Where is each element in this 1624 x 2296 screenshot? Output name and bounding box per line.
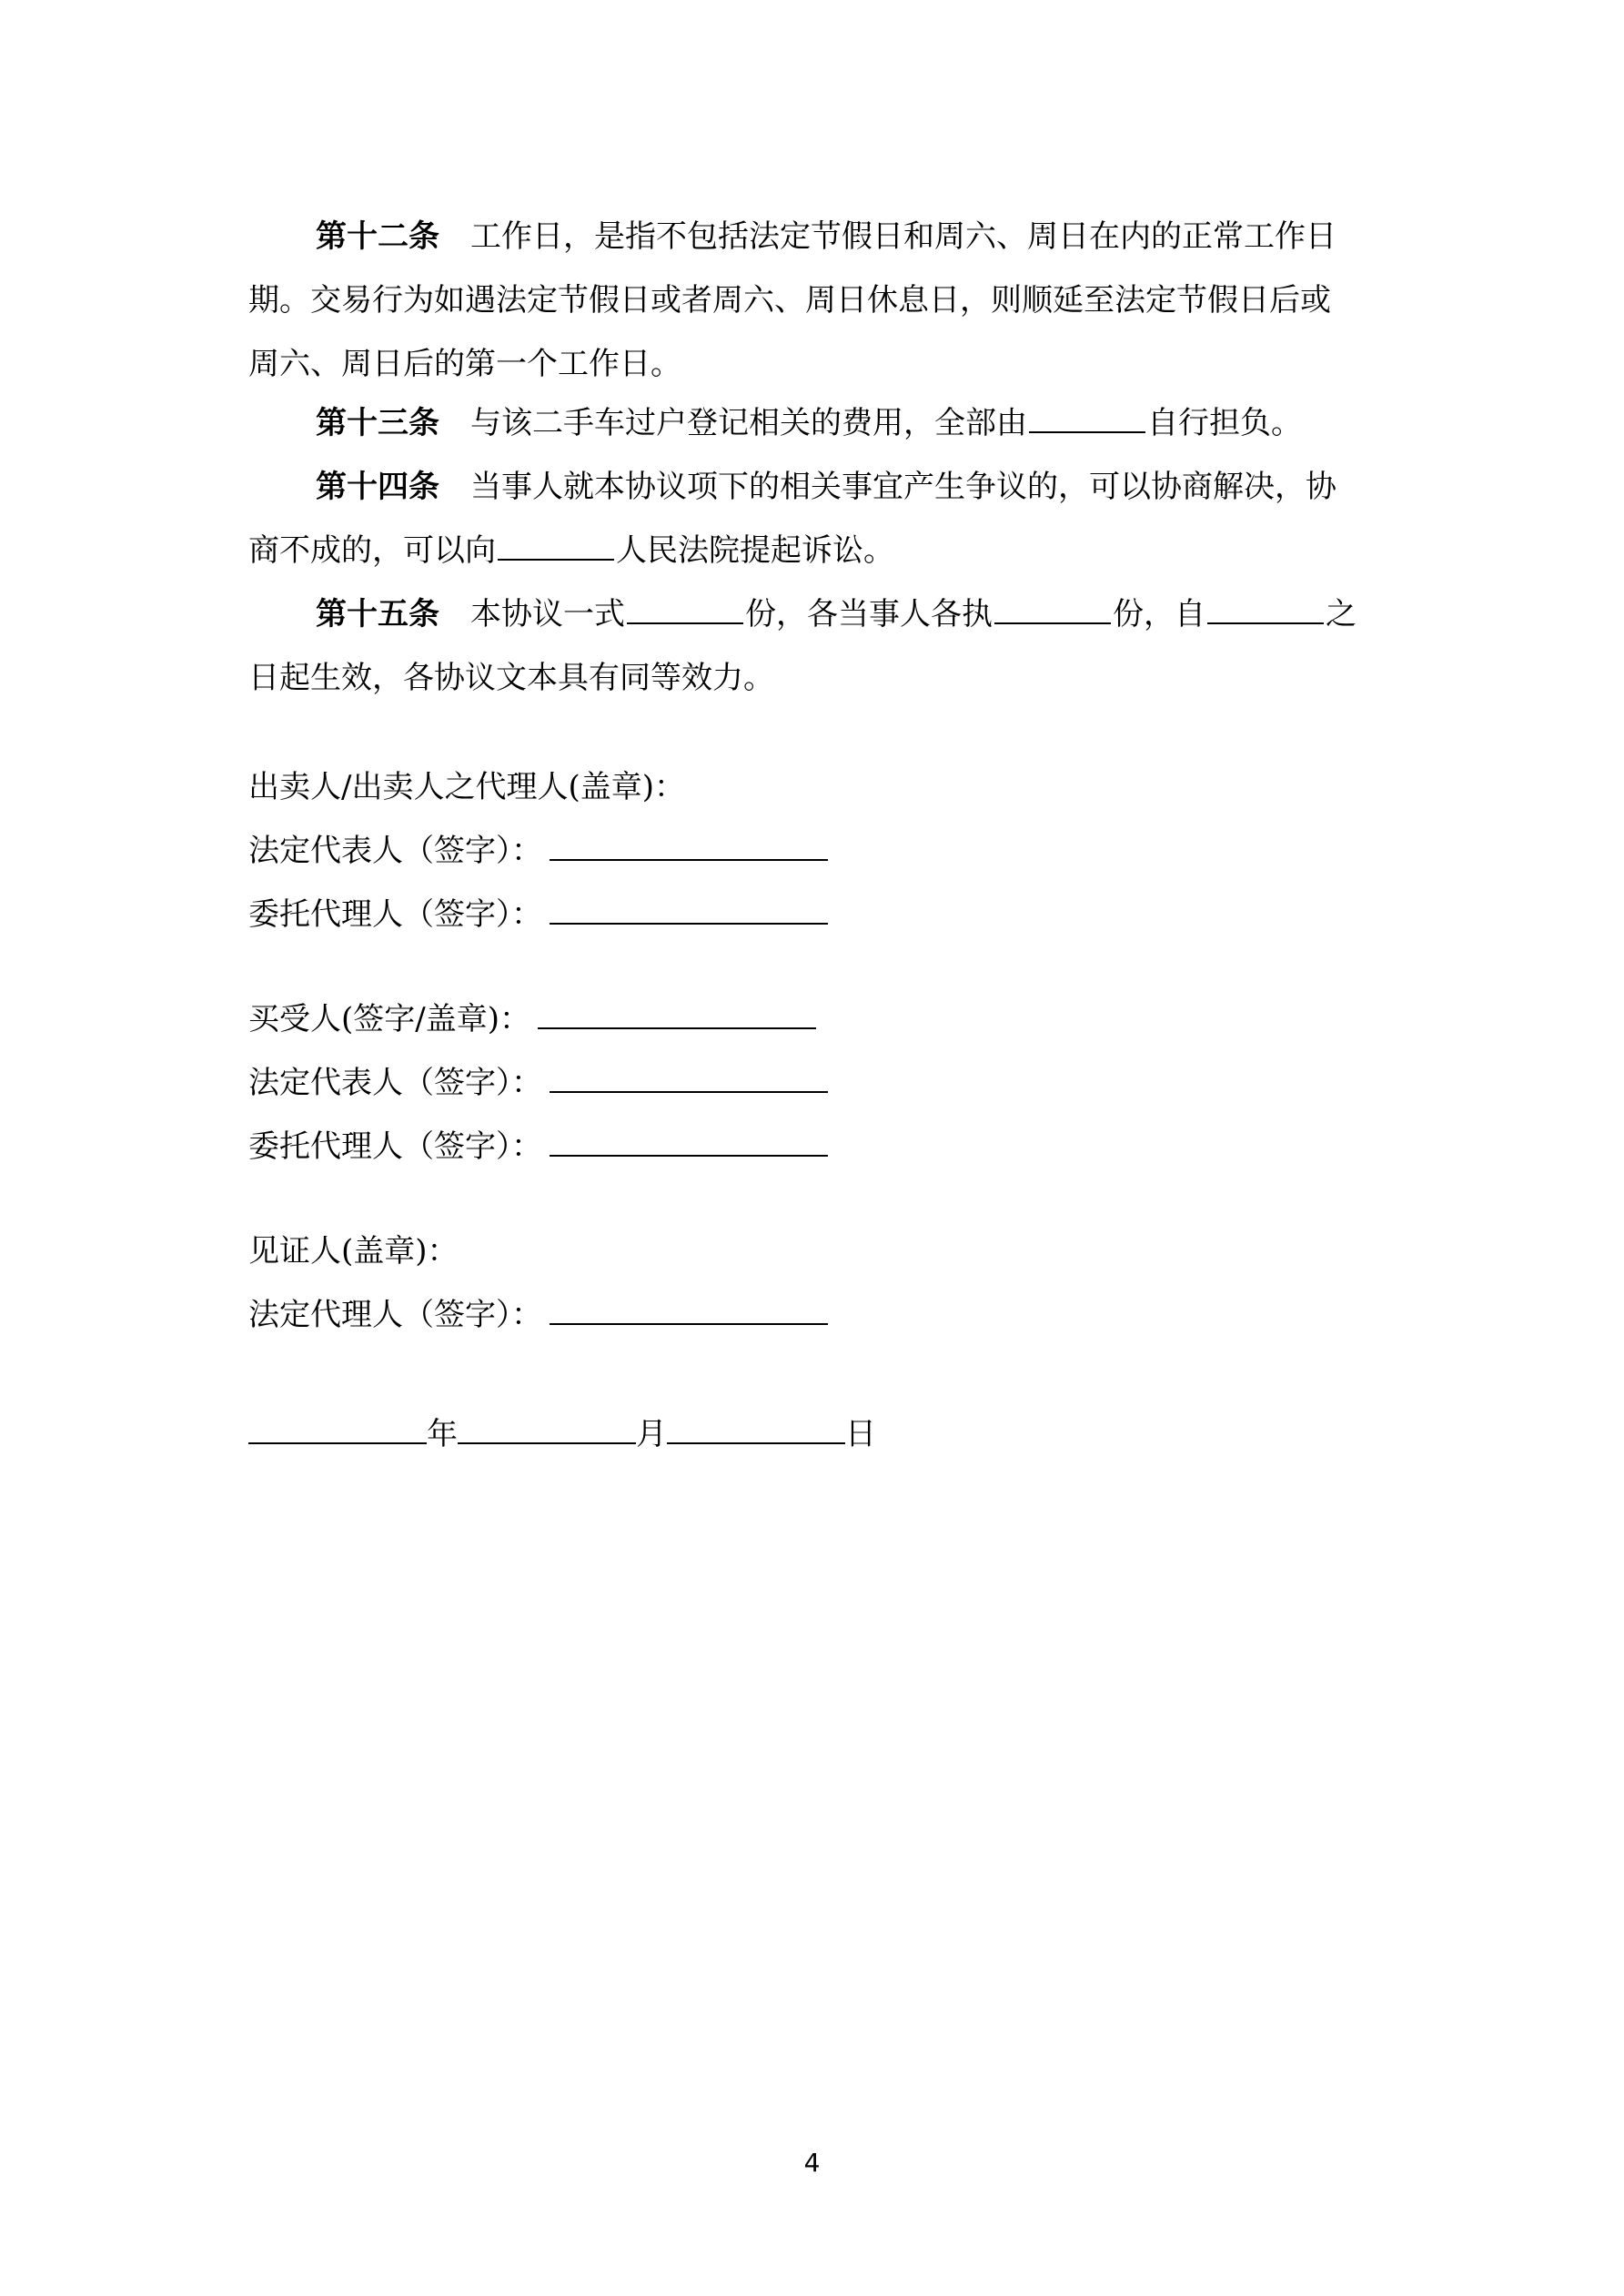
day-blank [667,1441,845,1444]
month-label: 月 [636,1416,667,1452]
fill-blank [994,622,1111,624]
article-number: 第十三条 [316,405,439,441]
fill-blank [1029,430,1145,433]
month-blank [458,1441,636,1444]
signature-blank [550,858,828,861]
signature-blank [550,1154,828,1157]
signature-blank [550,922,828,925]
year-blank [248,1441,427,1444]
day-label: 日 [845,1416,876,1452]
seller-legal-rep-line: 法定代表人（签字）： [248,828,828,874]
witness-heading: 见证人(盖章)： [248,1233,459,1269]
seller-agent-line: 委托代理人（签字）： [248,892,828,937]
article-12-line-3: 周六、周日后的第一个工作日。 [248,346,681,382]
article-15-line-1: 第十五条 本协议一式 份，各当事人各执 份，自 之 [316,596,1357,632]
signature-blank [550,1322,828,1325]
fill-blank [1207,622,1324,624]
seller-heading: 出卖人/出卖人之代理人(盖章)： [248,769,685,805]
buyer-agent-line: 委托代理人（签字）： [248,1124,828,1169]
article-13-line-1: 第十三条 与该二手车过户登记相关的费用，全部由 自行担负。 [316,405,1302,441]
year-label: 年 [427,1416,458,1452]
article-number: 第十五条 [316,596,439,632]
page-number: 4 [803,2148,821,2178]
article-number: 第十二条 [316,218,439,255]
article-14-line-1: 第十四条 当事人就本协议项下的相关事宜产生争议的，可以协商解决，协 [316,469,1337,505]
buyer-legal-rep-line: 法定代表人（签字）： [248,1060,828,1106]
article-number: 第十四条 [316,469,439,505]
signature-blank [550,1090,828,1093]
signature-blank [538,1027,816,1029]
fill-blank [498,558,614,561]
article-14-line-2: 商不成的，可以向 人民法院提起诉讼。 [248,532,894,569]
article-12-line-2: 期。交易行为如遇法定节假日或者周六、周日休息日，则顺延至法定节假日后或 [248,282,1331,319]
date-line [248,1409,876,1453]
witness-legal-agent-line: 法定代理人（签字）： [248,1292,828,1338]
fill-blank [627,622,743,624]
article-15-line-2: 日起生效，各协议文本具有同等效力。 [248,660,774,696]
article-12-line-1: 第十二条 工作日，是指不包括法定节假日和周六、周日在内的正常工作日 [316,218,1337,255]
buyer-heading-line: 买受人(签字/盖章)： [248,996,816,1042]
